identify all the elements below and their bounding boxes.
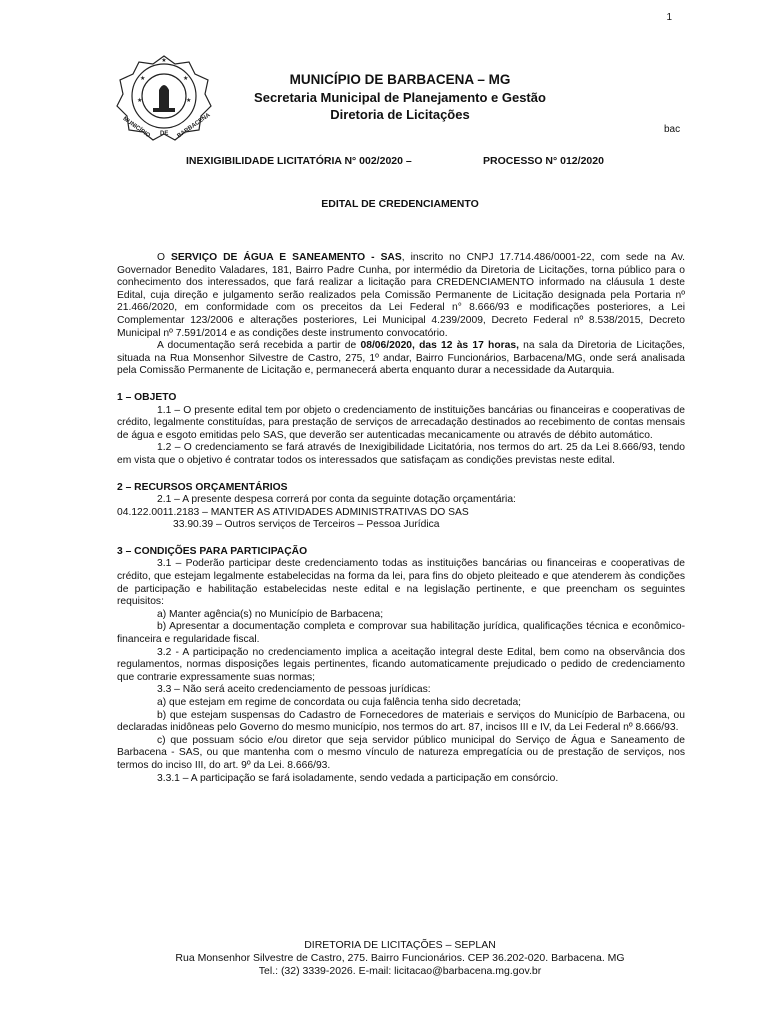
clause-2-1: 2.1 – A presente despesa correrá por conta da seguinte dotação orçamentária: [157,494,516,506]
directorate-title: Diretoria de Licitações [330,107,470,122]
svg-text:★: ★ [161,58,167,64]
document-body [117,252,685,785]
exclusion-b: b) que estejam suspensas do Cadastro de Fornecedores de materiais e serviços do Município de Barbacena, ou declaradas inidôneas pelo Governo do mesmo município, nos termos do art. 87, incisos III e IV, da Lei Federal nº 8.666/93. [117,709,685,734]
page-number: 1 [666,12,672,23]
budget-line-a: 04.122.0011.2183 – MANTER AS ATIVIDADES ADMINISTRATIVAS DO SAS [117,506,469,518]
svg-text:★: ★ [140,76,146,82]
section-1-title: 1 – OBJETO [117,391,177,403]
intro-paragraph-2: A documentação será recebida a partir de 08/06/2020, das 12 às 17 horas, na sala da Diretoria de Licitações, situada na Rua Monsenhor Silvestre de Castro, 275, 1º andar, Bairro Funcionários, Barbacena/MG, onde será analisada pela Comissão Permanente de Licitação e, permanecerá aberta enquanto durar a necessidade da Autarquia. [117,340,685,377]
requirement-b: b) Apresentar a documentação completa e comprovar sua habilitação jurídica, qualificações técnica e econômico-financeira e regularidade fiscal. [117,621,685,646]
section-3-title: 3 – CONDIÇÕES PARA PARTICIPAÇÃO [117,545,308,557]
seal-text-left: MUNICÍPIO [121,116,151,140]
clause-3-2: 3.2 - A participação no credenciamento implica a aceitação integral deste Edital, bem como na observância dos regulamentos, normas disposições legais pertinentes, ficando automaticamente prejudicado o pedido de credenciamento que contrarie expressamente suas normas; [117,646,685,683]
edital-title: EDITAL DE CREDENCIAMENTO [321,198,479,210]
footer-department: DIRETORIA DE LICITAÇÕES – SEPLAN [304,939,496,951]
reference-code: bac [664,124,681,135]
secretariat-title: Secretaria Municipal de Planejamento e Gestão [254,90,546,105]
seal-text-right: BARBACENA [176,112,212,140]
svg-text:★: ★ [137,98,143,104]
svg-text:★: ★ [186,98,192,104]
clause-1-1: 1.1 – O presente edital tem por objeto o credenciamento de instituições bancárias ou financeiras e cooperativas de crédito, legalmente constituídas, para prestação de serviços de arrecadação destinados ao recebimento de contas mensais de água e esgoto emitidas pelo SAS, que deverão ser autenticadas mecanicamente ou através de débito automático. [117,404,685,441]
processo-number: PROCESSO N° 012/2020 [483,155,604,167]
exclusion-a: a) que estejam em regime de concordata ou cuja falência tenha sido decretada; [157,697,522,708]
svg-text:★: ★ [183,76,189,82]
clause-1-2: 1.2 – O credenciamento se fará através de Inexigibilidade Licitatória, nos termos do art. 25 da Lei 8.666/93, tendo em vista que o objetivo é contratar todos os interessados que satisfaçam as condições previstas neste edital. [117,442,685,466]
budget-line-b: 33.90.39 – Outros serviços de Terceiros – Pessoa Jurídica [173,519,440,531]
section-2-title: 2 – RECURSOS ORÇAMENTÁRIOS [117,481,288,493]
requirement-a: a) Manter agência(s) no Município de Barbacena; [157,608,384,620]
footer-address: Rua Monsenhor Silvestre de Castro, 275. Bairro Funcionários. CEP 36.202-020. Barbacena. MG [175,952,625,964]
clause-3-1: 3.1 – Poderão participar deste credenciamento todas as instituições bancárias ou financeiras e cooperativas de crédito, que estejam legalmente estabelecidas na forma da lei, para fins do objeto pleiteado e que atenderem às condições de participação e habilitação estabelecidas neste edital e na legislação pertinente, e que preencham os seguintes requisitos: [117,558,685,608]
clause-3-3-1: 3.3.1 – A participação se fará isoladamente, sendo vedada a participação em consórcio. [157,772,559,784]
exclusion-c: c) que possuam sócio e/ou diretor que seja servidor público municipal do Serviço de Água e Saneamento de Barbacena - SAS, ou que mantenha com o mesmo vínculo de natureza empregatícia ou de prestação de serviços, nos termos do inciso III, do art. 9º da Lei. 8.666/93. [117,734,685,771]
municipality-title: MUNICÍPIO DE BARBACENA – MG [289,72,511,87]
inexigibilidade-number: INEXIGIBILIDADE LICITATÓRIA N° 002/2020 – [186,155,412,167]
intro-paragraph-1: O SERVIÇO DE ÁGUA E SANEAMENTO - SAS, inscrito no CNPJ 17.714.486/0001-22, com sede na Av. Governador Benedito Valadares, 181, Bairro Padre Cunha, por intermédio da Diretoria de Licitações, torna público para o conhecimento dos interessados, que fará realizar a licitação para CREDENCIAMENTO informado na cláusula 1 deste Edital, cuja direção e julgamento serão realizados pela Comissão Permanente de Licitação designada pela Portaria nº 21.466/2020, em conformidade com os preceitos da Lei Federal n° 8.666/93 e modificações posteriores, a Lei Complementar 123/2006 e alterações posteriores, Lei Municipal 4.239/2009, Decreto Federal nº 8.538/2015, Decreto Municipal nº 7.591/2014 e as condições deste instrumento convocatório. [117,252,686,339]
footer-contact: Tel.: (32) 3339-2026. E-mail: licitacao@barbacena.mg.gov.br [258,965,542,977]
clause-3-3: 3.3 – Não será aceito credenciamento de pessoas jurídicas: [157,684,431,696]
seal-text-center: DE [160,131,169,137]
